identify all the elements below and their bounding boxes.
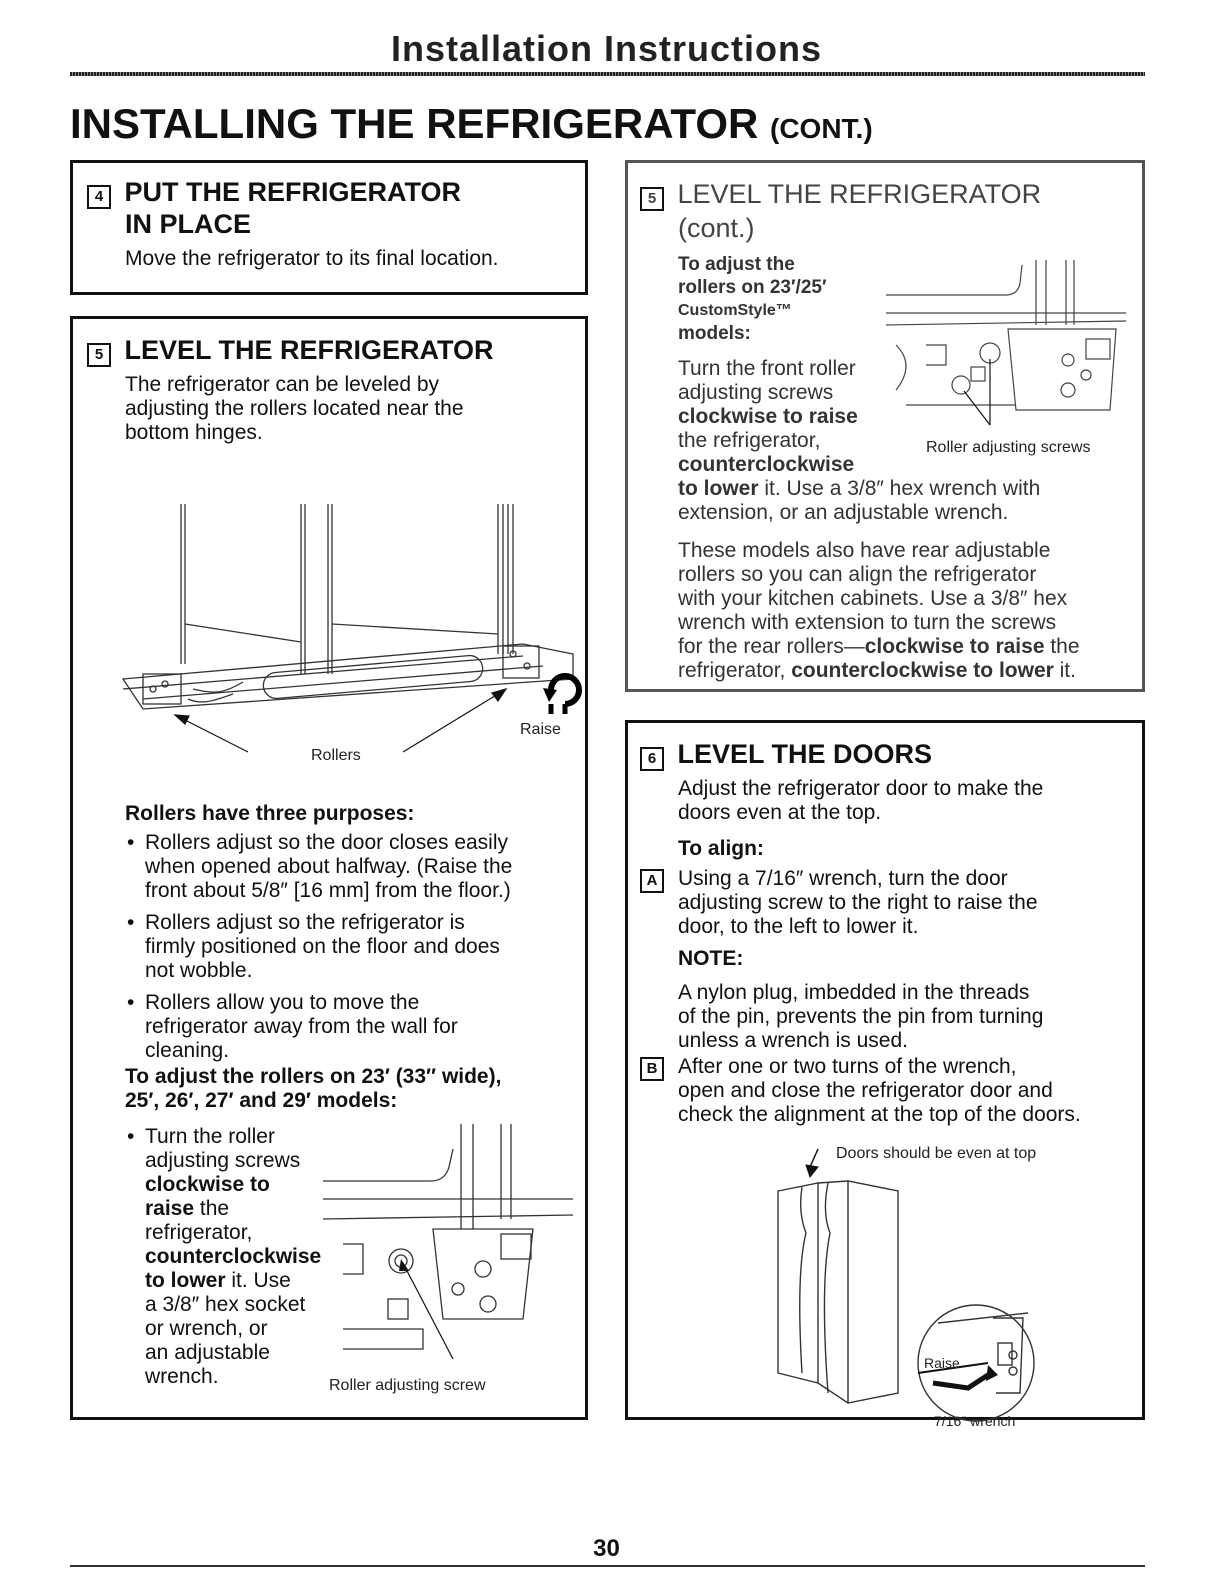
rear-rollers-line: rollers so you can align the refrigerator — [678, 563, 1037, 586]
step6-box — [625, 720, 1145, 1429]
step6-intro-line: doors even at the top. — [678, 801, 882, 824]
purpose-item — [125, 911, 575, 983]
step5cont-subheading — [678, 253, 827, 345]
step5cont-title-line2: (cont.) — [678, 213, 755, 243]
step5-title — [87, 335, 494, 367]
roller-adjust-line: counterclockwise — [145, 1245, 322, 1268]
step5cont-line: the refrigerator, — [678, 429, 821, 452]
step5cont-line: adjusting screws — [678, 381, 834, 404]
rear-rollers-line — [678, 635, 1080, 659]
roller-adjust-bold: raise — [145, 1197, 195, 1220]
roller-adjust-line: clockwise to — [145, 1173, 270, 1196]
roller-adjust-line — [125, 1269, 321, 1293]
roller-adjust-line: Turn the roller — [145, 1125, 275, 1148]
step-a-text — [678, 867, 1038, 939]
step6-title — [640, 739, 932, 771]
step5-intro-line: adjusting the rollers located near the — [125, 397, 464, 420]
step6-intro — [678, 777, 1043, 825]
step4-box — [70, 160, 588, 295]
subheading-line: To adjust the — [678, 254, 795, 275]
purpose-item-line: when opened about halfway. (Raise the — [145, 855, 513, 878]
step-a-marker — [640, 869, 664, 893]
bottom-rule — [70, 1565, 1145, 1567]
note-heading: NOTE: — [678, 947, 744, 970]
step-a-line: adjusting screw to the right to raise the — [678, 891, 1038, 914]
step-a-line: door, to the left to lower it. — [678, 915, 919, 938]
rear-rollers-line: These models also have rear adjustable — [678, 539, 1051, 562]
purpose-item-line: cleaning. — [145, 1039, 230, 1062]
roller-adjust-text — [125, 1125, 321, 1389]
step5-title-text: LEVEL THE REFRIGERATOR — [124, 335, 494, 365]
step-b-line: open and close the refrigerator door and — [678, 1079, 1053, 1102]
step5cont-number: 5 — [640, 187, 664, 211]
rear-rollers-span: it. — [1053, 659, 1076, 682]
roller-adjust-text-span: it. Use — [225, 1269, 291, 1292]
raise-label: Raise — [520, 721, 561, 738]
step-b-line: After one or two turns of the wrench, — [678, 1055, 1017, 1078]
step5cont-line: Turn the front roller — [678, 357, 856, 380]
models-heading-line: 25′, 26′, 27′ and 29′ models: — [125, 1089, 398, 1112]
roller-screw-label: Roller adjusting screw — [329, 1377, 486, 1394]
roller-hinge-illustration — [323, 1119, 583, 1359]
purposes-list — [125, 831, 575, 1071]
purpose-item — [125, 991, 575, 1063]
step4-title-line2: IN PLACE — [125, 209, 252, 239]
header-rule — [70, 72, 1145, 76]
roller-adjust-line: or wrench, or — [145, 1317, 268, 1340]
step-b-marker — [640, 1057, 664, 1081]
rear-rollers-line: with your kitchen cabinets. Use a 3/8″ hex — [678, 587, 1068, 610]
rear-rollers-span: for the rear rollers— — [678, 635, 865, 658]
step-b-line: check the alignment at the top of the doors. — [678, 1103, 1081, 1126]
align-heading: To align: — [678, 837, 764, 860]
step5cont-box — [625, 160, 1145, 692]
step-b-letter: B — [640, 1057, 664, 1081]
step-a-letter: A — [640, 869, 664, 893]
page-title — [70, 100, 873, 148]
step-b-text — [678, 1055, 1081, 1127]
step5cont-line: extension, or an adjustable wrench. — [678, 501, 1009, 524]
step5cont-line — [678, 477, 1040, 501]
purpose-item-line: firmly positioned on the floor and does — [145, 935, 500, 958]
roller-adjust-line: wrench. — [145, 1365, 219, 1388]
step4-title — [87, 177, 461, 209]
rear-rollers-span: refrigerator, — [678, 659, 792, 682]
rear-rollers-span: the — [1044, 635, 1080, 658]
page-title-main: INSTALLING THE REFRIGERATOR — [70, 100, 759, 147]
roller-adjust-line: an adjustable — [145, 1341, 270, 1364]
step5cont-line: clockwise to raise — [678, 405, 858, 428]
models-heading-line: To adjust the rollers on 23′ (33″ wide), — [125, 1065, 502, 1088]
rollers-label: Rollers — [311, 747, 361, 764]
refrigerator-doors-illustration — [758, 1143, 1058, 1423]
roller-adjust-line: adjusting screws — [145, 1149, 301, 1172]
section-header: Installation Instructions — [390, 28, 823, 69]
rear-rollers-line — [678, 659, 1080, 683]
step5cont-line: counterclockwise — [678, 453, 855, 476]
roller-adjust-line — [125, 1197, 321, 1221]
step5cont-text-span: it. Use a 3/8″ hex wrench with — [758, 477, 1041, 500]
step5-intro-line: bottom hinges. — [125, 421, 263, 444]
roller-screws-label: Roller adjusting screws — [926, 439, 1091, 456]
roller-adjust-bold: to lower — [145, 1269, 226, 1292]
purpose-item — [125, 831, 575, 903]
step5cont-title-text: LEVEL THE REFRIGERATOR — [677, 179, 1042, 209]
wrench-size-label: 7/16″ wrench — [934, 1413, 1016, 1429]
rear-rollers-text — [678, 539, 1080, 683]
step5-number: 5 — [87, 343, 111, 367]
step6-intro-line: Adjust the refrigerator door to make the — [678, 777, 1044, 800]
doors-even-label: Doors should be even at top — [836, 1145, 1037, 1162]
bullet-dot-icon: • — [127, 1125, 135, 1148]
subheading-line: rollers on 23′/25′ — [678, 277, 827, 298]
note-line: of the pin, prevents the pin from turning — [678, 1005, 1044, 1028]
raise-door-label: Raise — [924, 1355, 960, 1371]
note-line: A nylon plug, imbedded in the threads — [678, 981, 1030, 1004]
note-text — [678, 981, 1043, 1053]
purpose-item-line: refrigerator away from the wall for — [145, 1015, 458, 1038]
note-line: unless a wrench is used. — [678, 1029, 908, 1052]
page-title-suffix: (CONT.) — [770, 113, 873, 144]
roller-adjust-line: a 3/8″ hex socket — [145, 1293, 306, 1316]
purpose-item-line: • Rollers adjust so the refrigerator is — [145, 911, 465, 934]
rear-rollers-bold: counterclockwise to lower — [791, 659, 1054, 682]
step6-title-text: LEVEL THE DOORS — [677, 739, 933, 769]
purpose-item-line: not wobble. — [145, 959, 253, 982]
step5cont-bold: to lower — [678, 477, 759, 500]
roller-adjust-bullet — [125, 1125, 321, 1149]
rear-rollers-bold: clockwise to raise — [864, 635, 1045, 658]
step6-number: 6 — [640, 747, 664, 771]
refrigerator-base-illustration — [103, 494, 583, 774]
step5-intro-line: The refrigerator can be leveled by — [125, 373, 440, 396]
page-number: 30 — [593, 1535, 620, 1562]
step5-box — [70, 316, 588, 1420]
rear-rollers-line: wrench with extension to turn the screws — [678, 611, 1057, 634]
purposes-heading: Rollers have three purposes: — [125, 802, 415, 825]
subheading-line: models: — [678, 323, 751, 344]
step4-title-line1: PUT THE REFRIGERATOR — [124, 177, 462, 207]
step-a-line: Using a 7/16″ wrench, turn the door — [678, 867, 1008, 890]
step5cont-title — [640, 179, 1041, 211]
step5-intro — [125, 373, 464, 445]
purpose-item-line: • Rollers adjust so the door closes easily — [145, 831, 509, 854]
models-heading — [125, 1065, 501, 1113]
purpose-item-line: front about 5/8″ [16 mm] from the floor.) — [145, 879, 511, 902]
roller-adjust-line: refrigerator, — [145, 1221, 253, 1244]
subheading-line: CustomStyle™ — [678, 302, 792, 319]
step4-number: 4 — [87, 185, 111, 209]
roller-adjust-text-span: the — [194, 1197, 230, 1220]
step4-text: Move the refrigerator to its final location. — [125, 247, 499, 270]
purpose-item-line: • Rollers allow you to move the — [145, 991, 420, 1014]
